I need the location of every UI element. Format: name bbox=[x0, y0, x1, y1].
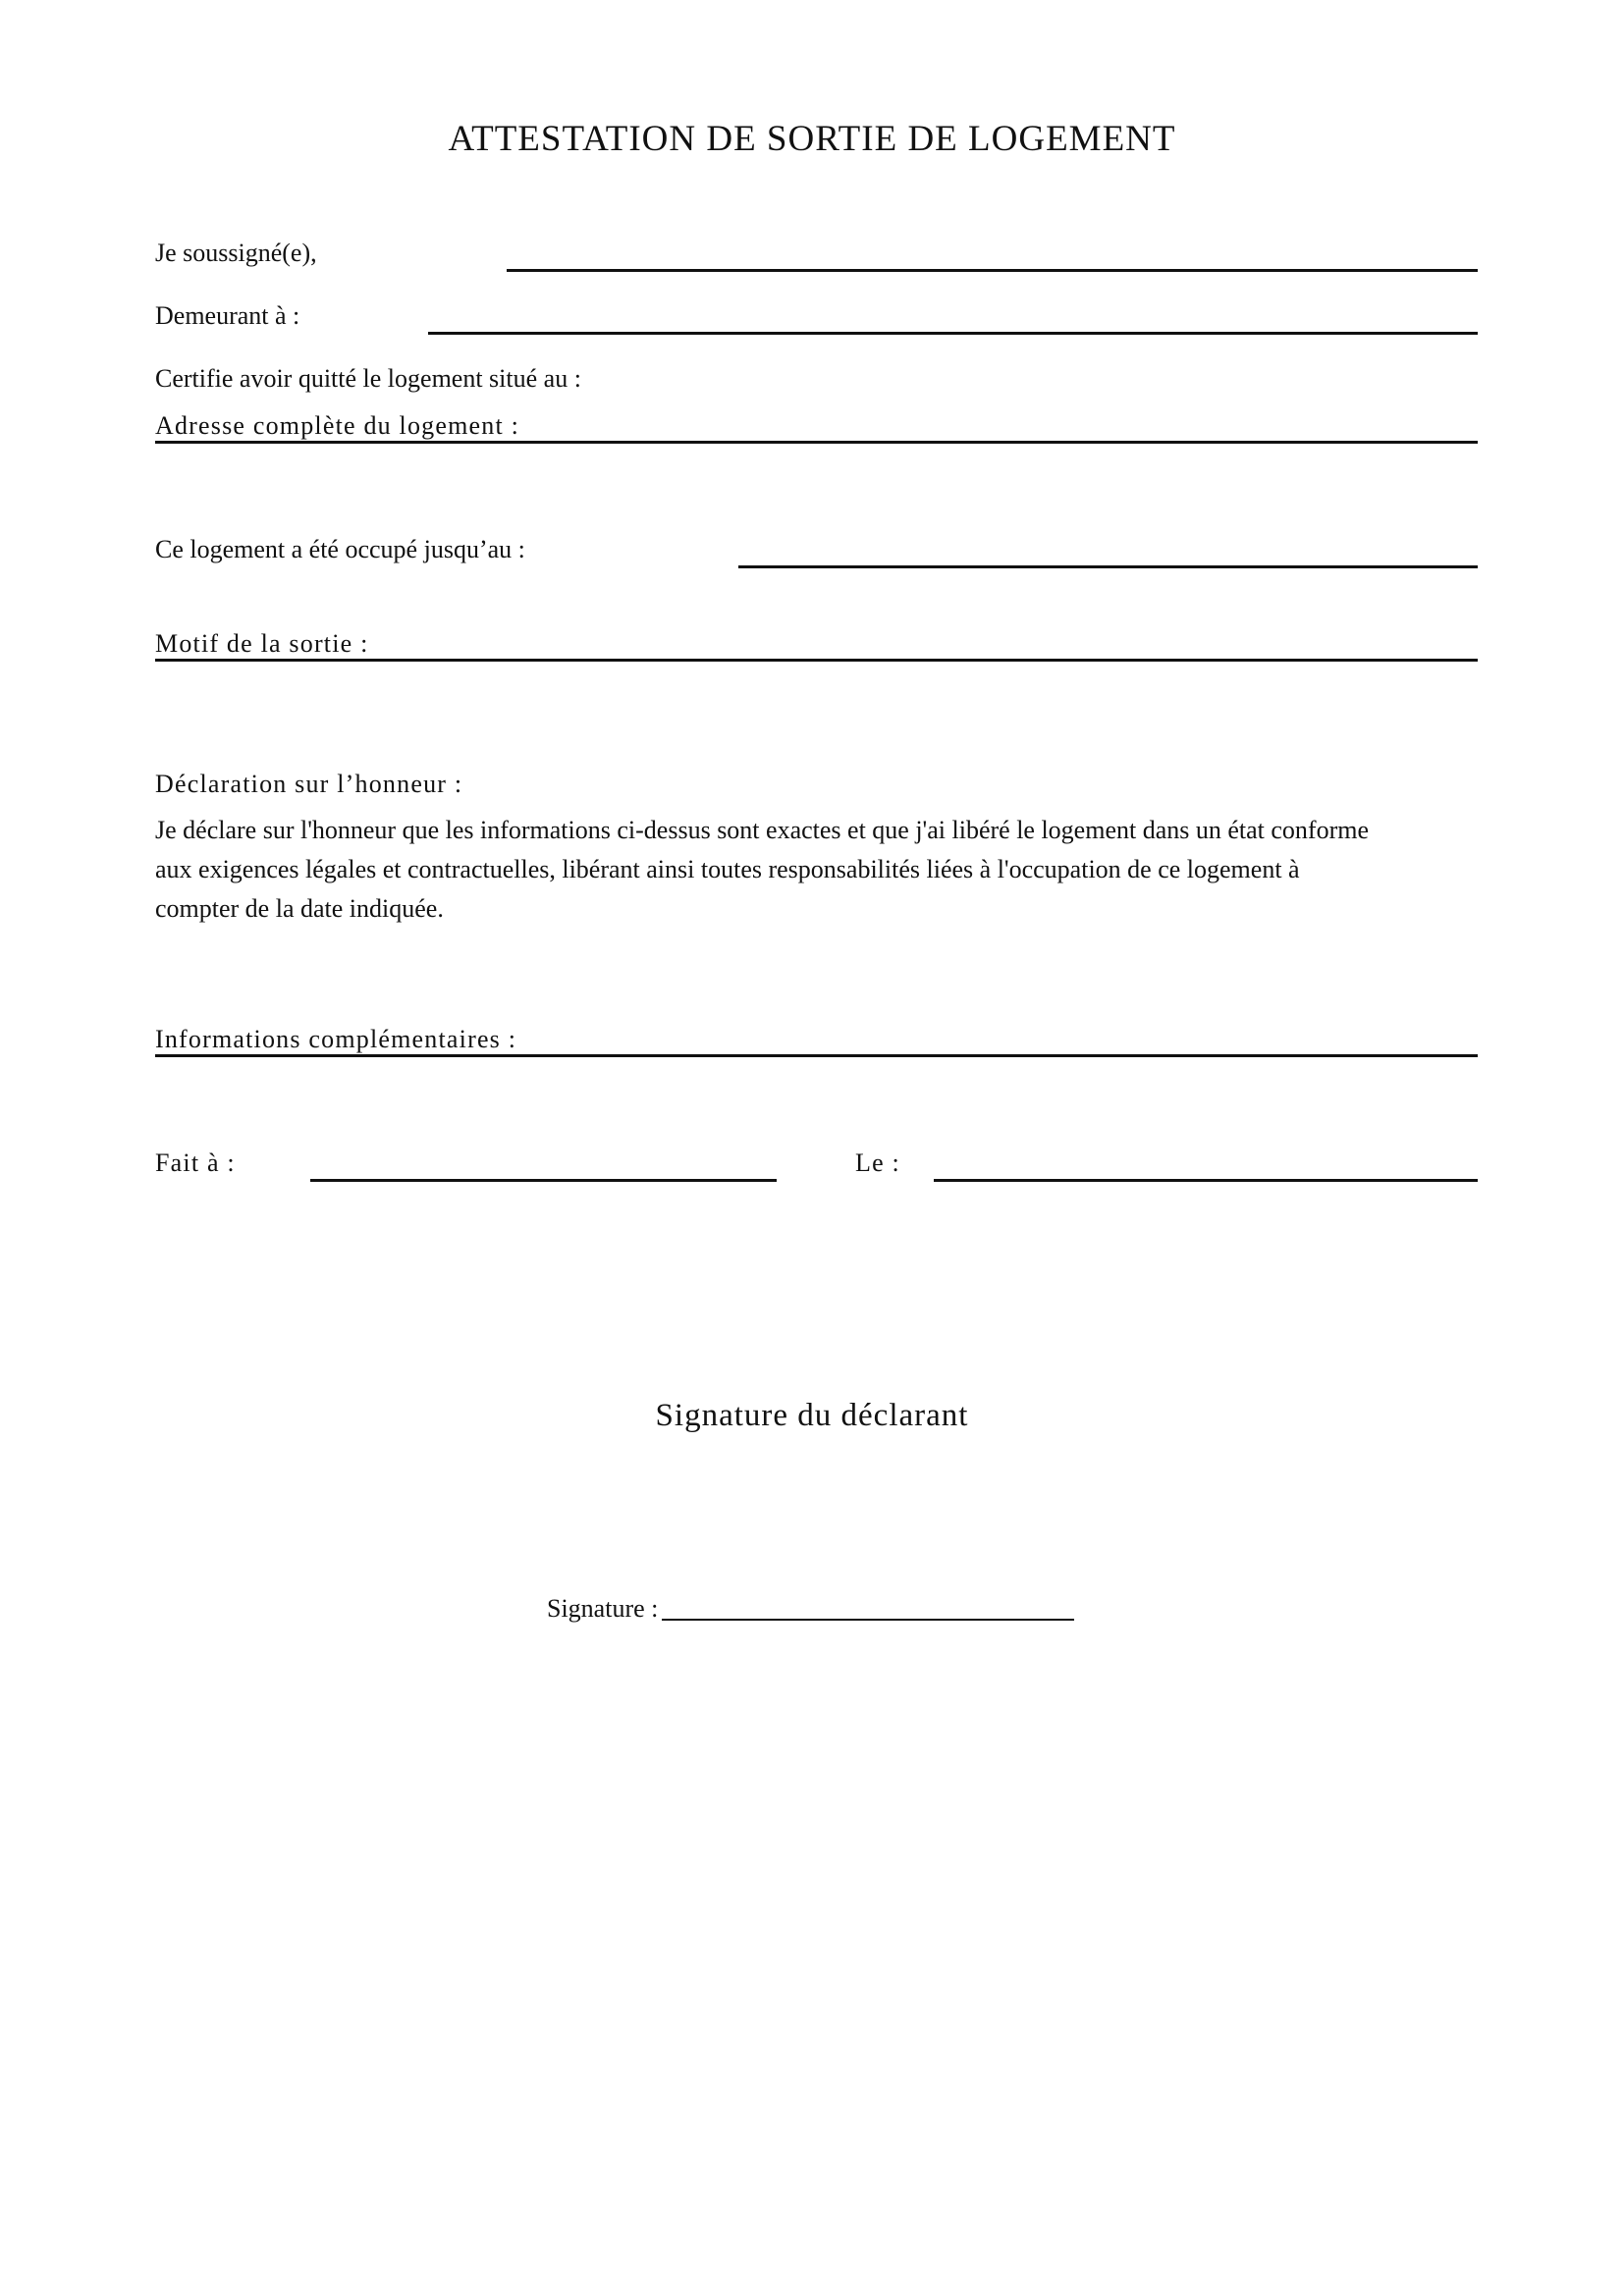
informations-label: Informations complémentaires : bbox=[155, 1025, 517, 1053]
certifie-label: Certifie avoir quitté le logement situé au : bbox=[155, 364, 581, 393]
signature-row bbox=[547, 1594, 1074, 1624]
soussigne-field[interactable] bbox=[507, 269, 1478, 272]
declaration-line: compter de la date indiquée. bbox=[155, 894, 444, 923]
fait-a-label: Fait à : bbox=[155, 1148, 236, 1177]
informations-field[interactable] bbox=[155, 1054, 1478, 1057]
occupe-label: Ce logement a été occupé jusqu’au : bbox=[155, 535, 525, 563]
signature-label: Signature : bbox=[547, 1594, 659, 1623]
demeurant-label: Demeurant à : bbox=[155, 301, 300, 330]
adresse-label: Adresse complète du logement : bbox=[155, 411, 520, 440]
le-label: Le : bbox=[855, 1148, 900, 1177]
fait-a-field[interactable] bbox=[310, 1179, 777, 1182]
declaration-line: Je déclare sur l'honneur que les informations ci-dessus sont exactes et que j'ai libéré le logement dans un état conforme bbox=[155, 816, 1370, 844]
signature-field[interactable] bbox=[662, 1619, 1074, 1621]
declaration-line: aux exigences légales et contractuelles, libérant ainsi toutes responsabilités liées à l'occupation de ce logement à bbox=[155, 855, 1300, 883]
document-title: ATTESTATION DE SORTIE DE LOGEMENT bbox=[448, 119, 1176, 159]
declaration-text bbox=[155, 811, 1481, 929]
adresse-field[interactable] bbox=[155, 441, 1478, 444]
date-field[interactable] bbox=[934, 1179, 1478, 1182]
demeurant-field[interactable] bbox=[428, 332, 1478, 335]
declaration-heading: Déclaration sur l’honneur : bbox=[155, 770, 463, 798]
occupe-field[interactable] bbox=[738, 565, 1478, 568]
motif-field[interactable] bbox=[155, 659, 1478, 662]
motif-label: Motif de la sortie : bbox=[155, 629, 369, 658]
signature-heading: Signature du déclarant bbox=[655, 1398, 969, 1433]
soussigne-label: Je soussigné(e), bbox=[155, 239, 317, 267]
